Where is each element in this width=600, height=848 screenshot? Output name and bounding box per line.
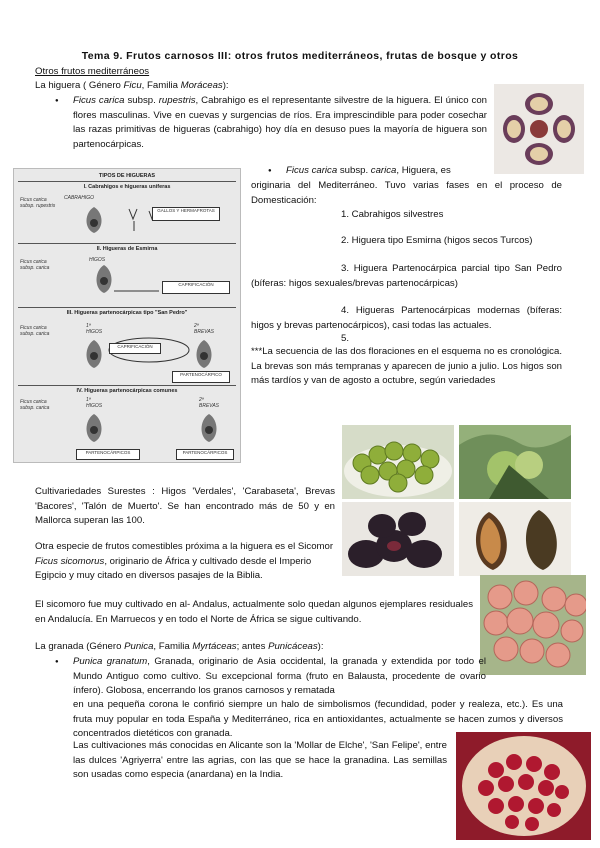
granada-heading: La granada (Género Punica, Familia Myrtáceas; antes Punicáceas): bbox=[35, 641, 324, 652]
domestication-item-4: 4. Higueras Partenocárpicas modernas (bíferas: higos y brevas partenocárpicos), casi todas las actuales. bbox=[251, 305, 562, 331]
diagram-fig-2: HIGOS bbox=[89, 257, 106, 263]
diagram-section-1: I. Cabrahigos e higueras uniferas bbox=[83, 184, 171, 190]
diagram-box-1: GALLOS Y HERMAFROTAS bbox=[152, 207, 220, 221]
fig-tree-image bbox=[459, 425, 571, 499]
dark-figs-image bbox=[342, 502, 454, 576]
green-figs-photo bbox=[342, 425, 454, 499]
dark-figs-photo bbox=[342, 502, 454, 576]
higuera-bullet-1: ● Ficus carica subsp. rupestris, Cabrahigo es el representante silvestre de la higuera. El único con flores masculinas. Vive en cuevas y surgencias de ríos. Era imprescindible para poder cosechar las razas primitivas de higueras (cabrahigo) hoy día en desuso pues la mayoría de higuera son partenocárpicas. bbox=[73, 94, 487, 152]
domestication-item-5: 5. bbox=[341, 333, 350, 344]
domestication-item-3: 3. Higuera Partenocárpica parcial tipo San Pedro (bíferas: higos sexuales/brevas partenocárpicas) bbox=[251, 263, 562, 289]
diagram-box-2: CAPRIFICACIÓN bbox=[162, 281, 230, 294]
diagram-box-4b: PARTENOCÁRPICOS bbox=[176, 449, 234, 460]
diagram-section-4: IV. Higueras partenocárpicas comunes bbox=[76, 388, 178, 394]
diagram-box-3: PARTENOCÁRPICO bbox=[172, 371, 230, 383]
chronology-note: ***La secuencia de las dos floraciones en el esquema no es cronológica. La brevas son más tempranas y aparecen de junio a julio. Los higos son más tardíos y van de agosto a octubre, según variedades bbox=[251, 346, 562, 387]
granada-bullet-1: ● Punica granatum, Granada, originario de Asia occidental, la granada y extendida por todo el Mundo Antiguo como cultivo. Su excepcional forma (fruto en Balausta, procedente de ovario ínfero). Globosa, encerrando los granos carnosos y rematada bbox=[73, 655, 486, 699]
diagram-fig-3b: 2ª BREVAS bbox=[194, 323, 215, 335]
fig-section-image bbox=[459, 502, 571, 576]
sycomore-figs-photo bbox=[480, 575, 586, 675]
higuera-heading: La higuera ( Género Ficu, Familia Moráceas): bbox=[35, 80, 229, 91]
diagram-fig-4a: 1ª HIGOS bbox=[86, 397, 103, 409]
sicomoro-text: Otra especie de frutos comestibles próxima a la higuera es el Sicomor Ficus sicomorus, originario de África y cultivado desde el Imperio Egipcio y muy citado en diversos pasajes de la Biblia. bbox=[35, 541, 334, 582]
sycomore-figs-image bbox=[480, 575, 586, 675]
pomegranate-photo bbox=[456, 732, 591, 840]
granada-bullet-1-cont: en una pequeña corona le confirió siempre un halo de simbolismos (fecundidad, poder y realeza, etc.). Es una fruta muy popular en toda España y Mediterráneo, rica en antioxidantes, actualmente se hacen zumos y diversos concentrados dietéticos con granada. bbox=[73, 699, 563, 740]
higuera-bullet-2: ● Ficus carica subsp. carica, Higuera, es bbox=[286, 164, 561, 179]
page-title: Tema 9. Frutos carnosos III: otros frutos mediterráneos, frutas de bosque y otros bbox=[81, 50, 519, 62]
cultivares-text: Cultivariedades Surestes : Higos 'Verdales', 'Carabaseta', Brevas 'Bacores', 'Talón de Muerto'. Se han encontrado más de 50 y en Mallorca superan las 100. bbox=[35, 486, 335, 527]
fig-cross-section-photo bbox=[494, 84, 584, 174]
domestication-item-2: 2. Higuera tipo Esmirna (higos secos Turcos) bbox=[341, 235, 533, 246]
fig-section-photo bbox=[459, 502, 571, 576]
diagram-label-1: Ficus carica subsp. rupestris bbox=[20, 197, 56, 209]
diagram-fig-1: CABRAHIGO bbox=[64, 195, 95, 201]
diagram-label-4: Ficus carica subsp. carica bbox=[20, 399, 50, 411]
fig-cross-section-image bbox=[494, 84, 584, 174]
diagram-box-4a: PARTENOCÁRPICOS bbox=[76, 449, 140, 460]
green-figs-image bbox=[342, 425, 454, 499]
diagram-section-2: II. Higueras de Esmirna bbox=[96, 246, 158, 252]
fig-types-diagram bbox=[13, 168, 241, 463]
diagram-fig-3a: 1ª HIGOS bbox=[86, 323, 103, 335]
diagram-label-2: Ficus carica subsp. carica bbox=[20, 259, 50, 271]
diagram-fig-4b: 2ª BREVAS bbox=[199, 397, 220, 409]
domestication-item-1: 1. Cabrahigos silvestres bbox=[341, 209, 444, 220]
diagram-section-3: III. Higueras partenocárpicas tipo "San Pedro" bbox=[66, 310, 188, 316]
pomegranate-image bbox=[456, 732, 591, 840]
diagram-label-3: Ficus carica subsp. carica bbox=[20, 325, 50, 337]
higuera-domestication-text: originaria del Mediterráneo. Tuvo varias fases en el proceso de Domesticación: bbox=[251, 180, 562, 206]
fig-tree-photo bbox=[459, 425, 571, 499]
granada-cultivares: Las cultivaciones más conocidas en Alicante son la 'Mollar de Elche', 'San Felipe', entre las dulces 'Agriyerra' entre las agrias, con las que se hace la granadina. Las semillas son usadas como especia (anardana) en la India. bbox=[73, 740, 447, 781]
diagram-figs-4 bbox=[74, 412, 234, 448]
sicomoro-andalus-text: El sicomoro fue muy cultivado en al- Andalus, actualmente solo quedan algunos ejemplares residuales en Andalucía. En Marruecos y en todo el Norte de África se sigue cultivando. bbox=[35, 599, 473, 625]
section-heading: Otros frutos mediterráneos bbox=[35, 66, 150, 77]
diagram-box-3b: CAPRIFICACIÓN bbox=[109, 343, 161, 354]
diagram-title: TIPOS DE HIGUERAS bbox=[98, 173, 156, 179]
